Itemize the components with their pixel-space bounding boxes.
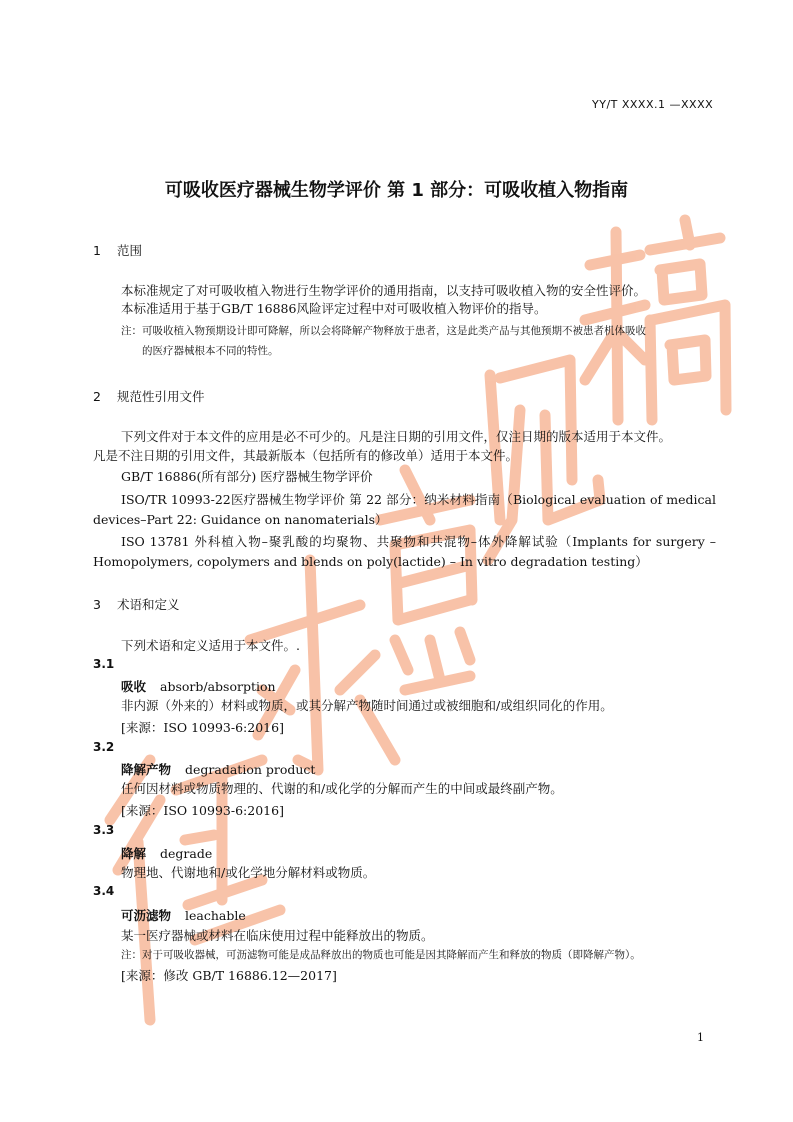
term-note: 注：对于可吸收器械，可沥滤物可能是成品释放出的物质也可能是因其降解而产生和释放的物质（即降解产物）。	[121, 949, 641, 961]
section-number: 2	[93, 389, 101, 404]
term-zh: 吸收	[121, 679, 147, 694]
term-number: 3.1	[93, 657, 115, 671]
term-number: 3.3	[93, 823, 115, 837]
reference-iso10993-22-line-1: ISO/TR 10993-22医疗器械生物学评价 第 22 部分：纳米材料指南（Biological evaluation of medical	[121, 492, 716, 507]
term-entry	[121, 677, 276, 695]
standard-number: YY/T XXXX.1 —XXXX	[592, 98, 714, 111]
term-en: absorb/absorption	[160, 679, 276, 694]
term-en: degrade	[160, 846, 213, 861]
section-title: 规范性引用文件	[117, 389, 205, 404]
term-definition: 非内源（外来的）材料或物质，或其分解产物随时间通过或被细胞和/或组织同化的作用。	[121, 698, 613, 713]
term-definition: 物理地、代谢地和/或化学地分解材料或物质。	[121, 865, 376, 880]
section-number: 1	[93, 243, 101, 258]
term-zh: 可沥滤物	[121, 908, 172, 923]
reference-iso13781-line-1: ISO 13781 外科植入物–聚乳酸的均聚物、共聚物和共混物–体外降解试验（Implants for surgery –	[121, 534, 716, 549]
term-zh: 降解	[121, 846, 147, 861]
term-definition: 某一医疗器械或材料在临床使用过程中能释放出的物质。	[121, 928, 434, 943]
scope-note-line-2: 的医疗器械根本不同的特性。	[142, 345, 279, 357]
term-source: [来源：ISO 10993-6:2016]	[121, 803, 284, 818]
section-heading-1	[93, 241, 142, 259]
term-source: [来源：ISO 10993-6:2016]	[121, 720, 284, 735]
scope-paragraph-2: 本标准适用于基于GB/T 16886风险评定过程中对可吸收植入物评价的指导。	[121, 301, 547, 316]
section-heading-2	[93, 387, 205, 405]
term-en: degradation product	[185, 762, 316, 777]
page-number: 1	[697, 1031, 704, 1044]
term-en: leachable	[185, 908, 246, 923]
section-title: 术语和定义	[117, 597, 180, 612]
normative-intro-line-1: 下列文件对于本文件的应用是必不可少的。凡是注日期的引用文件，仅注日期的版本适用于本文件。	[121, 429, 672, 444]
scope-note-line-1: 注：可吸收植入物预期设计即可降解，所以会将降解产物释放于患者，这是此类产品与其他预期不被患者机体吸收	[121, 325, 646, 337]
term-number: 3.4	[93, 884, 115, 898]
reference-iso10993-22-line-2: devices–Part 22: Guidance on nanomaterials）	[93, 512, 388, 527]
term-definition: 任何因材料或物质物理的、代谢的和/或化学的分解而产生的中间或最终副产物。	[121, 781, 563, 796]
scope-paragraph-1: 本标准规定了对可吸收植入物进行生物学评价的通用指南，以支持可吸收植入物的安全性评价。	[121, 283, 647, 298]
section-number: 3	[93, 597, 101, 612]
term-entry	[121, 906, 246, 924]
reference-gbt16886: GB/T 16886(所有部分) 医疗器械生物学评价	[121, 469, 373, 484]
document-title: 可吸收医疗器械生物学评价 第 1 部分：可吸收植入物指南	[164, 180, 629, 201]
term-zh: 降解产物	[121, 762, 172, 777]
terms-intro: 下列术语和定义适用于本文件。.	[121, 638, 300, 653]
normative-intro-line-2: 凡是不注日期的引用文件，其最新版本（包括所有的修改单）适用于本文件。	[93, 448, 519, 463]
term-entry	[121, 844, 212, 862]
term-entry	[121, 760, 315, 778]
section-heading-3	[93, 595, 180, 613]
term-source: [来源：修改 GB/T 16886.12—2017]	[121, 968, 337, 983]
section-title: 范围	[117, 243, 143, 258]
reference-iso13781-line-2: Homopolymers, copolymers and blends on poly(lactide) – In vitro degradation testing）	[93, 554, 648, 569]
term-number: 3.2	[93, 740, 115, 754]
